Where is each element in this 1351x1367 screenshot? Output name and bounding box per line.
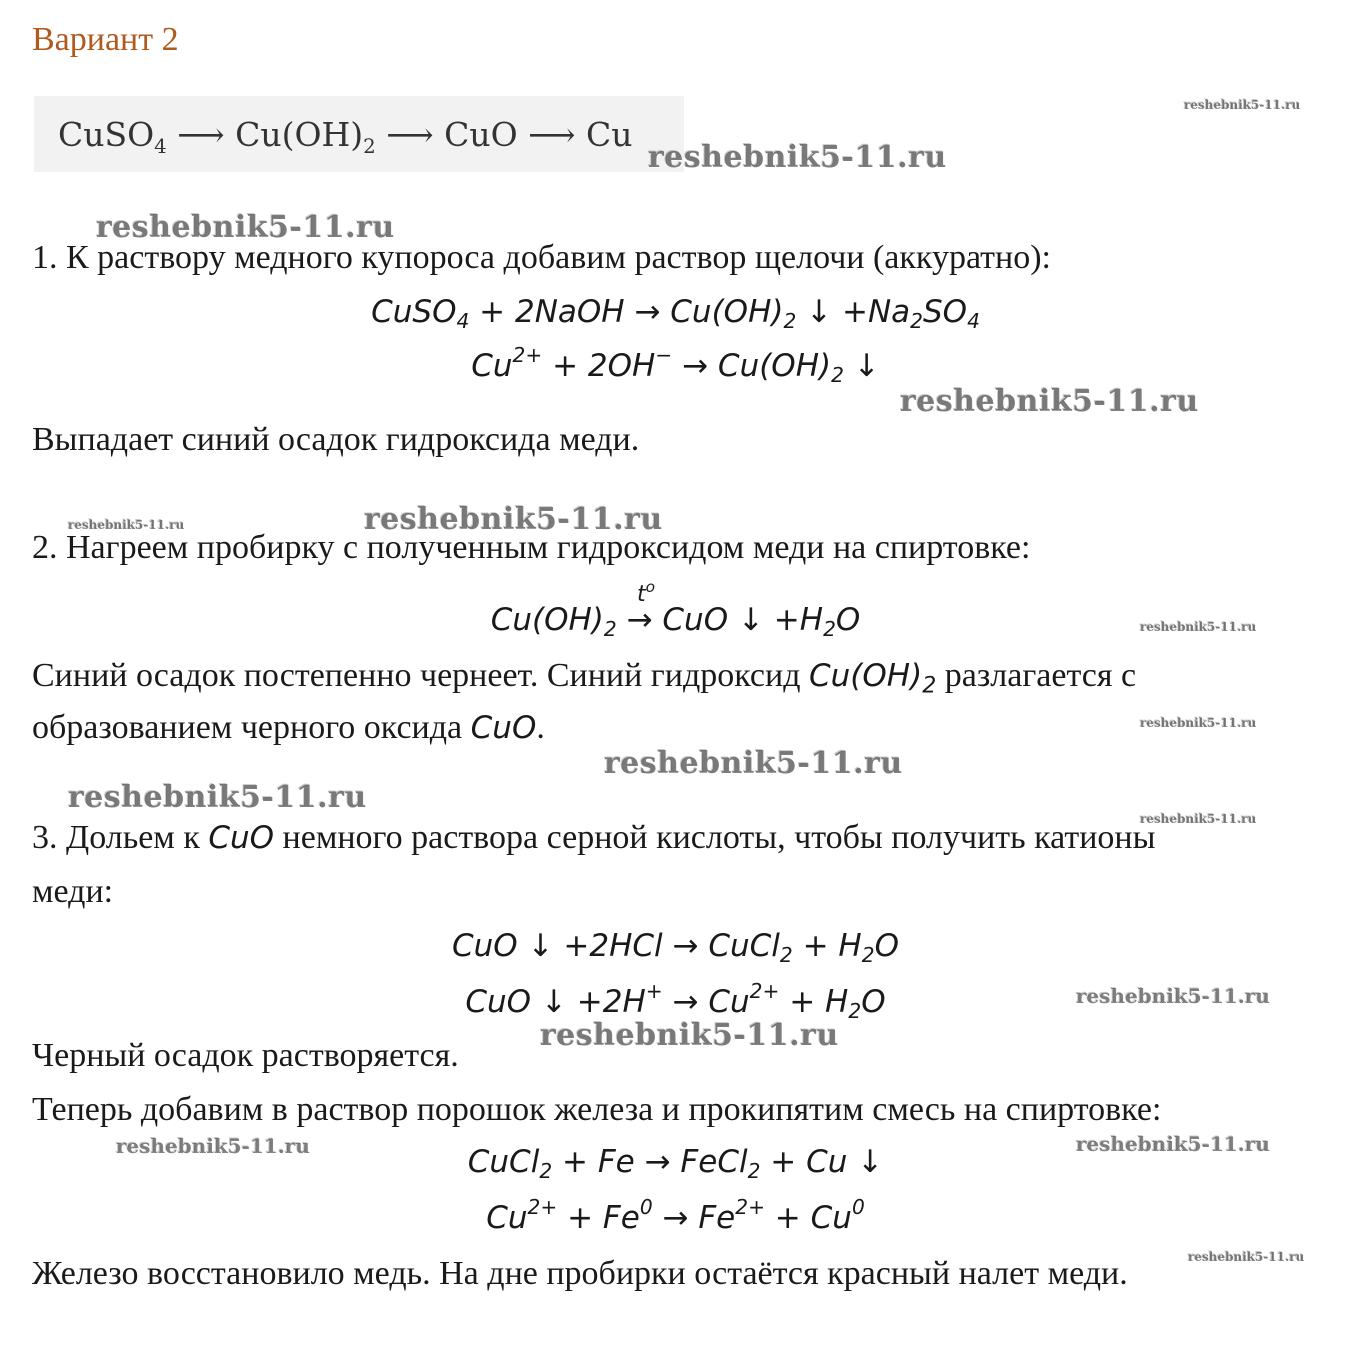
- step3-text-line2: меди:: [32, 873, 114, 910]
- watermark: reshebnik5-11.ru: [68, 518, 185, 532]
- step3-text-line1: 3. Дольем к CuO немного раствора серной кислоты, чтобы получить катионы: [32, 819, 1156, 856]
- watermark: reshebnik5-11.ru: [900, 384, 1199, 419]
- step3-equation-ionic: CuO ↓ $+2H^+ \to Cu^{2+} + H_2O$: [465, 978, 886, 1024]
- watermark: reshebnik5-11.ru: [1140, 716, 1257, 730]
- watermark: reshebnik5-11.ru: [68, 780, 367, 815]
- step4-equation-ionic: $Cu^{2+} + Fe^0 \to Fe^{2+} + Cu^0$: [486, 1194, 865, 1236]
- step1-result: Выпадает синий осадок гидроксида меди.: [32, 421, 640, 458]
- watermark: reshebnik5-11.ru: [1184, 98, 1301, 112]
- step3-equation-molecular: CuO ↓ +2HCl → CuCl$_2$ + $H_2O$: [452, 928, 899, 968]
- watermark: reshebnik5-11.ru: [540, 1018, 839, 1053]
- step1-text: 1. К раствору медного купороса добавим раствор щелочи (аккуратно):: [32, 239, 1051, 276]
- watermark: reshebnik5-11.ru: [1076, 984, 1270, 1008]
- step2-text: 2. Нагреем пробирку с полученным гидроксидом меди на спиртовке:: [32, 529, 1031, 566]
- watermark: reshebnik5-11.ru: [1140, 620, 1257, 634]
- step1-equation-ionic: $Cu^{2+} + 2OH^- \to Cu(OH)_2$ ↓: [471, 342, 880, 388]
- page-title: Вариант 2: [32, 21, 179, 58]
- watermark: reshebnik5-11.ru: [1076, 1132, 1270, 1156]
- watermark: reshebnik5-11.ru: [1140, 812, 1257, 826]
- step2-result-line1: Синий осадок постепенно чернеет. Синий гидроксид $Cu(OH)_2$ разлагается с: [32, 657, 1137, 699]
- watermark: reshebnik5-11.ru: [648, 140, 947, 175]
- step4-equation-molecular: CuCl$_2$ + Fe → FeCl$_2$ + Cu ↓: [467, 1144, 884, 1184]
- watermark: reshebnik5-11.ru: [116, 1134, 310, 1158]
- watermark: reshebnik5-11.ru: [364, 502, 663, 537]
- step2-result-line2: образованием черного оксида CuO.: [32, 709, 545, 746]
- heat-condition-label: $t^o$: [637, 578, 656, 608]
- transformation-scheme: CuSO$_4$ ⟶ $Cu(OH)_2$ ⟶ CuO ⟶ Cu: [58, 115, 633, 158]
- step3-result: Черный осадок растворяется.: [32, 1037, 459, 1074]
- watermark: reshebnik5-11.ru: [1188, 1250, 1305, 1264]
- watermark: reshebnik5-11.ru: [604, 746, 903, 781]
- watermark: reshebnik5-11.ru: [96, 210, 395, 245]
- step4-text: Теперь добавим в раствор порошок железа и прокипятим смесь на спиртовке:: [32, 1091, 1162, 1128]
- step4-result: Железо восстановило медь. На дне пробирки остаётся красный налет меди.: [32, 1255, 1128, 1292]
- step2-equation: $Cu(OH)_2$ → CuO ↓ $+H_2O$: [490, 602, 861, 642]
- step1-equation-molecular: CuSO$_4$ + 2NaOH → $Cu(OH)_2$ ↓ $+Na_2SO_4$: [371, 294, 980, 334]
